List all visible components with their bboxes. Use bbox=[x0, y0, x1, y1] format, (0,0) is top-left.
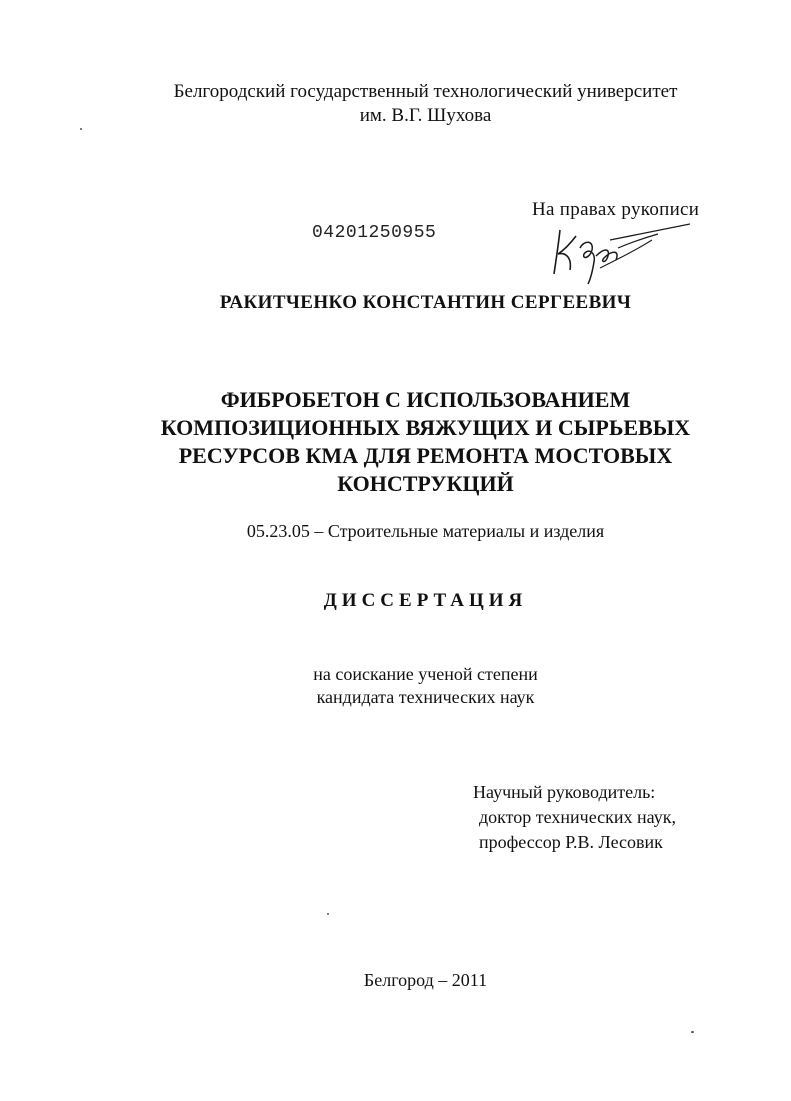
title-line: КОНСТРУКЦИЙ bbox=[337, 471, 514, 496]
supervisor-block bbox=[473, 780, 676, 855]
degree-line: кандидата технических наук bbox=[316, 687, 535, 707]
handwritten-signature-icon bbox=[540, 218, 690, 288]
title-line: КОМПОЗИЦИОННЫХ ВЯЖУЩИХ И СЫРЬЕВЫХ bbox=[160, 415, 691, 440]
author-name: РАКИТЧЕНКО КОНСТАНТИН СЕРГЕЕВИЧ bbox=[219, 292, 632, 313]
specialty-code: 05.23.05 – Строительные материалы и изделия bbox=[246, 521, 605, 541]
degree-line: на соискание ученой степени bbox=[313, 664, 538, 684]
scan-speck bbox=[327, 913, 329, 915]
rights-note: На правах рукописи bbox=[532, 199, 700, 220]
title-line: ФИБРОБЕТОН С ИСПОЛЬЗОВАНИЕМ bbox=[220, 387, 631, 412]
scan-speck bbox=[691, 1031, 694, 1033]
university-named-after: им. В.Г. Шухова bbox=[359, 105, 492, 126]
university-name: Белгородский государственный технологический университет bbox=[173, 81, 678, 102]
city-year: Белгород – 2011 bbox=[363, 970, 488, 990]
university-header bbox=[0, 80, 791, 128]
supervisor-label: Научный руководитель: bbox=[473, 782, 656, 802]
scan-speck bbox=[80, 128, 82, 130]
title-line: РЕСУРСОВ КМА ДЛЯ РЕМОНТА МОСТОВЫХ bbox=[178, 443, 673, 468]
dissertation-title bbox=[0, 386, 791, 498]
document-type: ДИССЕРТАЦИЯ bbox=[323, 590, 528, 611]
stamp-code: 04201250955 bbox=[312, 223, 437, 243]
supervisor-name: профессор Р.В. Лесовик bbox=[479, 832, 663, 852]
supervisor-degree: доктор технических наук, bbox=[479, 807, 676, 827]
degree-sought bbox=[0, 663, 791, 709]
